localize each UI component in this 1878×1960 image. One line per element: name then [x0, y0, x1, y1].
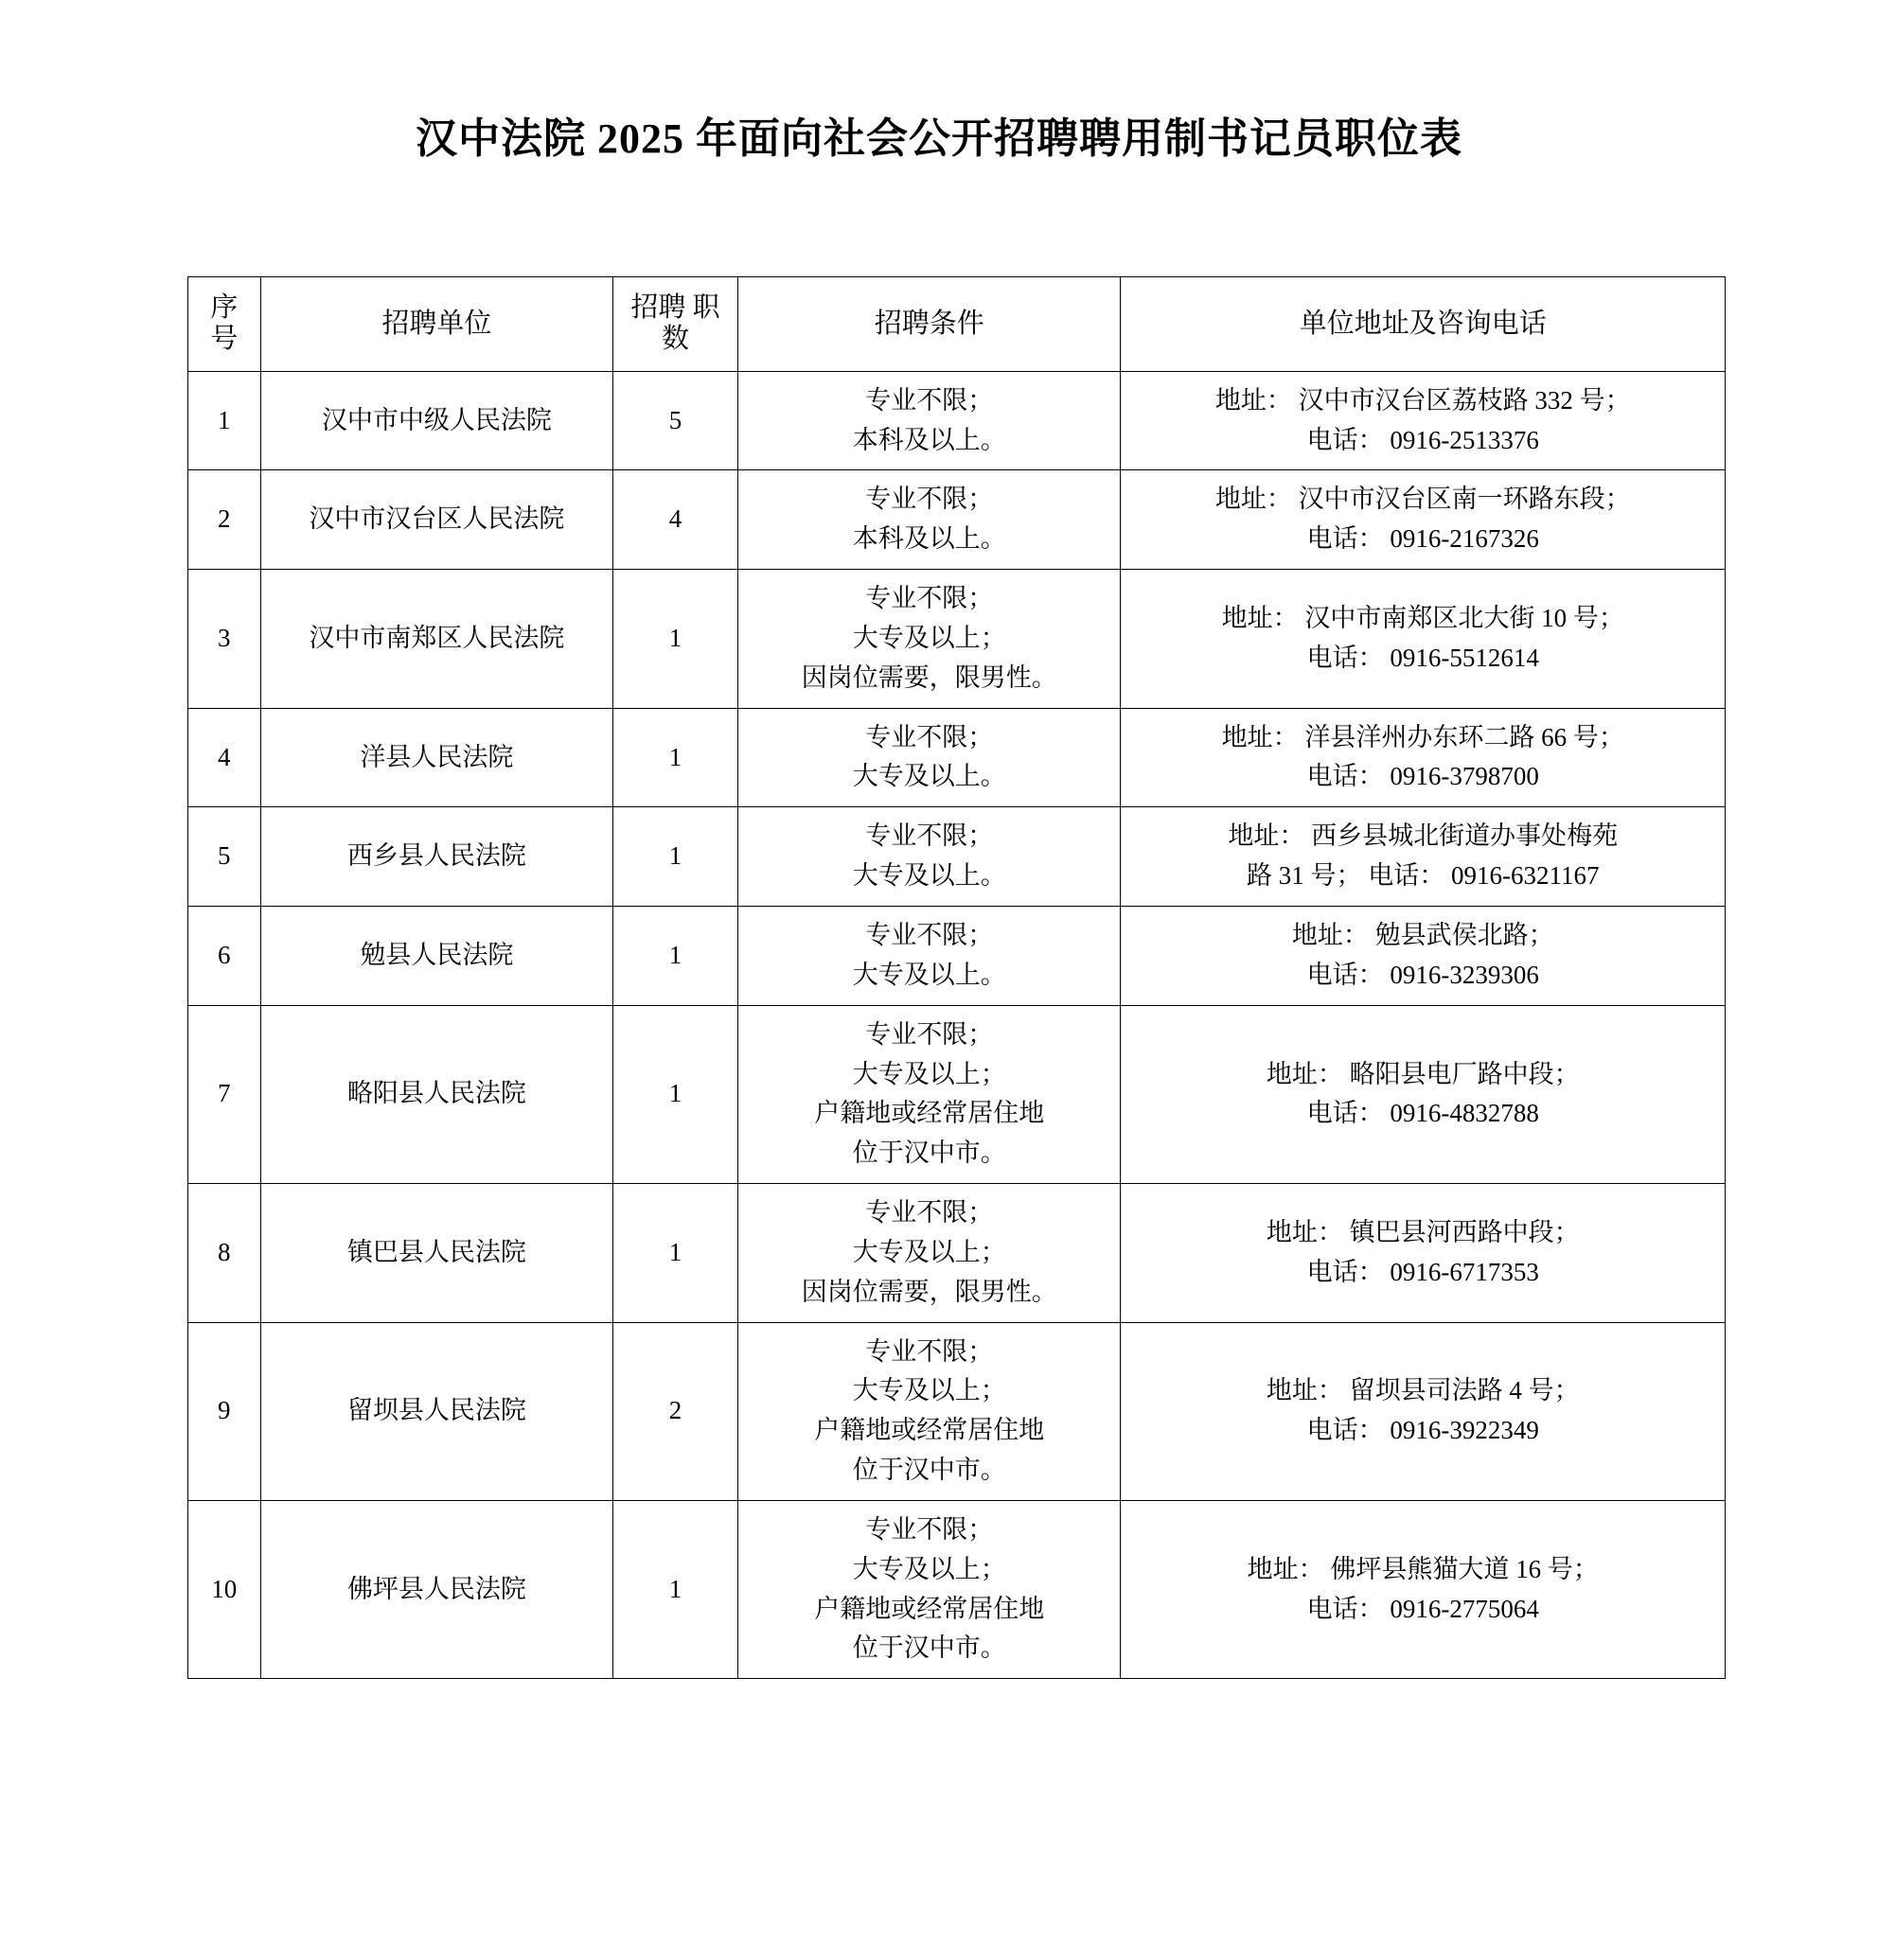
- condition-line: 专业不限；: [865, 1198, 994, 1227]
- cell-condition: [738, 807, 1121, 907]
- cell-count: 1: [613, 1184, 738, 1323]
- address-line: 路 31 号； 电话： 0916-6321167: [1246, 861, 1600, 891]
- condition-line: 位于汉中市。: [852, 1633, 1006, 1663]
- cell-count: 1: [613, 807, 738, 907]
- cell-seq: 2: [188, 470, 261, 570]
- address-line: 地址： 镇巴县河西路中段；: [1266, 1217, 1580, 1246]
- cell-address: [1121, 1005, 1726, 1183]
- cell-address: [1121, 371, 1726, 470]
- address-line: 地址： 留坝县司法路 4 号；: [1266, 1376, 1580, 1405]
- address-line: 电话： 0916-4832788: [1306, 1099, 1539, 1128]
- cell-condition: [738, 906, 1121, 1005]
- condition-line: 专业不限；: [865, 920, 994, 949]
- table-row: [188, 1005, 1726, 1183]
- condition-line: 专业不限；: [865, 1019, 994, 1049]
- table-row: [188, 906, 1726, 1005]
- cell-count: 1: [613, 570, 738, 709]
- table-row: [188, 371, 1726, 470]
- cell-address: [1121, 1322, 1726, 1500]
- cell-unit: 留坝县人民法院: [260, 1322, 612, 1500]
- cell-count: 2: [613, 1322, 738, 1500]
- table-row: [188, 1322, 1726, 1500]
- condition-line: 因岗位需要，限男性。: [801, 662, 1057, 692]
- cell-address: [1121, 708, 1726, 807]
- address-line: 地址： 汉中市汉台区荔枝路 332 号；: [1214, 385, 1631, 415]
- condition-line: 大专及以上。: [852, 861, 1006, 891]
- condition-line: 专业不限；: [865, 485, 994, 514]
- cell-condition: [738, 1184, 1121, 1323]
- condition-line: 位于汉中市。: [852, 1139, 1006, 1168]
- job-positions-table: [187, 276, 1726, 1679]
- cell-condition: [738, 1500, 1121, 1678]
- cell-unit: 汉中市汉台区人民法院: [260, 470, 612, 570]
- address-line: 电话： 0916-3922349: [1306, 1416, 1539, 1445]
- table-row: [188, 470, 1726, 570]
- condition-line: 大专及以上；: [852, 1554, 1006, 1583]
- cell-seq: 9: [188, 1322, 261, 1500]
- column-header-count: [613, 277, 738, 372]
- cell-address: [1121, 1184, 1726, 1323]
- address-line: 地址： 西乡县城北街道办事处梅苑: [1228, 821, 1619, 851]
- condition-line: 大专及以上；: [852, 1376, 1006, 1405]
- condition-line: 专业不限；: [865, 722, 994, 751]
- condition-line: 户籍地或经常居住地: [814, 1594, 1045, 1623]
- address-line: 地址： 汉中市南郑区北大街 10 号；: [1221, 603, 1624, 632]
- cell-unit: 勉县人民法院: [260, 906, 612, 1005]
- condition-line: 专业不限；: [865, 1336, 994, 1366]
- column-header-count-line1: 招聘: [630, 292, 686, 323]
- cell-unit: 略阳县人民法院: [260, 1005, 612, 1183]
- table-body: [188, 371, 1726, 1679]
- job-table-container: [0, 276, 1878, 1679]
- condition-line: 因岗位需要，限男性。: [801, 1277, 1057, 1306]
- condition-line: 大专及以上；: [852, 1059, 1006, 1088]
- cell-seq: 4: [188, 708, 261, 807]
- condition-line: 大专及以上。: [852, 762, 1006, 791]
- cell-address: [1121, 807, 1726, 907]
- condition-line: 户籍地或经常居住地: [814, 1099, 1045, 1128]
- cell-count: 5: [613, 371, 738, 470]
- address-line: 电话： 0916-3239306: [1306, 960, 1539, 989]
- address-line: 地址： 洋县洋州办东环二路 66 号；: [1221, 722, 1624, 751]
- column-header-seq-line2: 号: [210, 324, 239, 355]
- table-row: [188, 1500, 1726, 1678]
- cell-condition: [738, 371, 1121, 470]
- cell-count: 1: [613, 1500, 738, 1678]
- address-line: 地址： 佛坪县熊猫大道 16 号；: [1247, 1554, 1599, 1583]
- column-header-unit: 招聘单位: [260, 277, 612, 372]
- cell-unit: 佛坪县人民法院: [260, 1500, 612, 1678]
- cell-condition: [738, 1322, 1121, 1500]
- cell-seq: 5: [188, 807, 261, 907]
- cell-condition: [738, 470, 1121, 570]
- cell-condition: [738, 570, 1121, 709]
- cell-unit: 镇巴县人民法院: [260, 1184, 612, 1323]
- address-line: 电话： 0916-5512614: [1306, 643, 1539, 672]
- page-title: 汉中法院 2025 年面向社会公开招聘聘用制书记员职位表: [416, 115, 1462, 162]
- column-header-condition: 招聘条件: [738, 277, 1121, 372]
- cell-seq: 3: [188, 570, 261, 709]
- cell-unit: 汉中市南郑区人民法院: [260, 570, 612, 709]
- cell-seq: 6: [188, 906, 261, 1005]
- cell-unit: 汉中市中级人民法院: [260, 371, 612, 470]
- column-header-count-line2: 职数: [662, 292, 720, 355]
- condition-line: 大专及以上；: [852, 623, 1006, 652]
- address-line: 地址： 略阳县电厂路中段；: [1266, 1059, 1580, 1088]
- condition-line: 本科及以上。: [852, 524, 1006, 554]
- cell-count: 4: [613, 470, 738, 570]
- condition-line: 专业不限；: [865, 1514, 994, 1544]
- column-header-seq: [188, 277, 261, 372]
- condition-line: 户籍地或经常居住地: [814, 1416, 1045, 1445]
- column-header-address: 单位地址及咨询电话: [1121, 277, 1726, 372]
- table-row: [188, 570, 1726, 709]
- cell-seq: 7: [188, 1005, 261, 1183]
- cell-unit: 西乡县人民法院: [260, 807, 612, 907]
- address-line: 电话： 0916-6717353: [1306, 1257, 1539, 1286]
- condition-line: 专业不限；: [865, 385, 994, 415]
- cell-seq: 10: [188, 1500, 261, 1678]
- cell-count: 1: [613, 906, 738, 1005]
- table-header-row: [188, 277, 1726, 372]
- address-line: 电话： 0916-2775064: [1306, 1594, 1539, 1623]
- cell-count: 1: [613, 708, 738, 807]
- cell-condition: [738, 1005, 1121, 1183]
- cell-condition: [738, 708, 1121, 807]
- condition-line: 专业不限；: [865, 821, 994, 851]
- cell-seq: 1: [188, 371, 261, 470]
- address-line: 电话： 0916-3798700: [1306, 762, 1539, 791]
- address-line: 地址： 汉中市汉台区南一环路东段；: [1214, 485, 1631, 514]
- condition-line: 本科及以上。: [852, 425, 1006, 454]
- cell-address: [1121, 1500, 1726, 1678]
- condition-line: 专业不限；: [865, 584, 994, 613]
- condition-line: 位于汉中市。: [852, 1456, 1006, 1485]
- condition-line: 大专及以上。: [852, 960, 1006, 989]
- address-line: 电话： 0916-2167326: [1306, 524, 1539, 554]
- cell-address: [1121, 570, 1726, 709]
- cell-address: [1121, 906, 1726, 1005]
- address-line: 电话： 0916-2513376: [1306, 425, 1539, 454]
- condition-line: 大专及以上；: [852, 1237, 1006, 1266]
- address-line: 地址： 勉县武侯北路；: [1291, 920, 1554, 949]
- cell-count: 1: [613, 1005, 738, 1183]
- cell-unit: 洋县人民法院: [260, 708, 612, 807]
- column-header-seq-line1: 序: [210, 292, 239, 323]
- cell-seq: 8: [188, 1184, 261, 1323]
- table-row: [188, 807, 1726, 907]
- table-row: [188, 708, 1726, 807]
- table-row: [188, 1184, 1726, 1323]
- cell-address: [1121, 470, 1726, 570]
